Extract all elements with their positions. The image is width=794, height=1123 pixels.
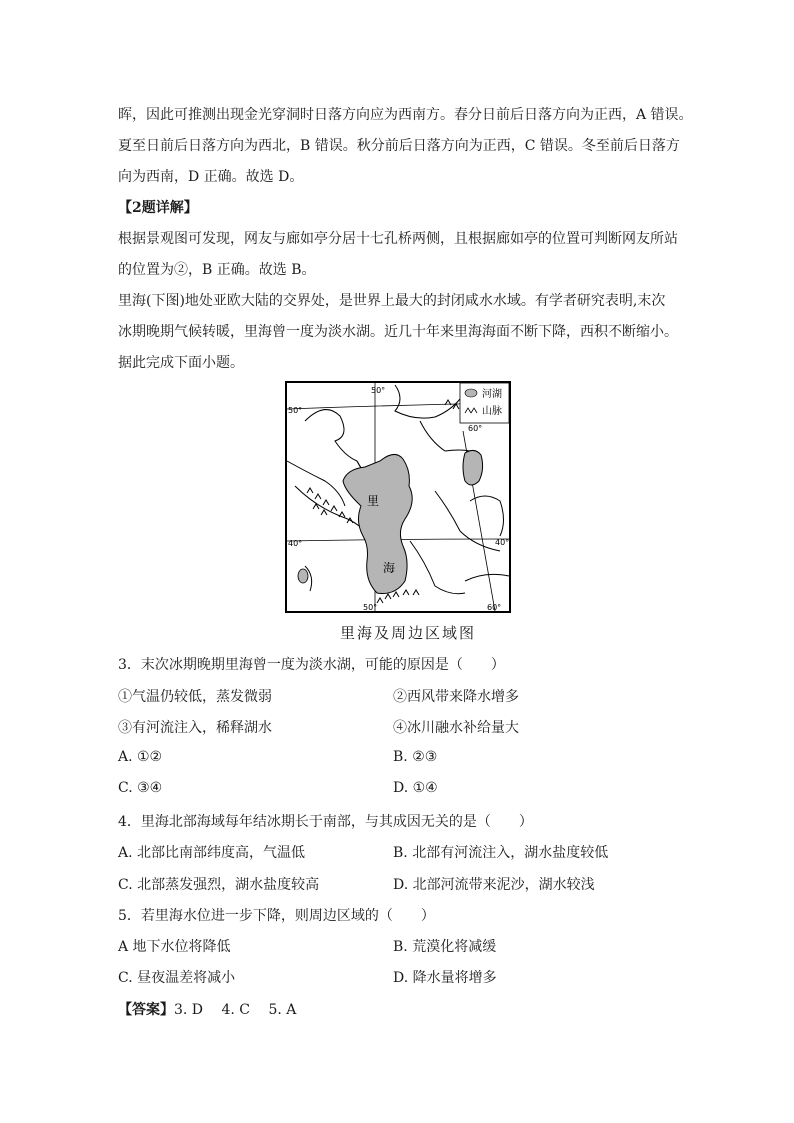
q4-option-d: D. 北部河流带来泥沙，湖水较浅 xyxy=(393,877,595,893)
legend-lake-label: 河湖 xyxy=(482,389,502,400)
q3-option-a: A. ①② xyxy=(118,749,163,765)
q5-option-b: B. 荒漠化将减缓 xyxy=(393,939,497,955)
prev-explanation-line-2: 夏至日前后日落方向为西北，B 错误。秋分前后日落方向为正西，C 错误。冬至前后日落方 xyxy=(118,138,680,154)
lat-40-right-label: 40° xyxy=(495,538,510,547)
q4-stem: 4．里海北部海域每年结冰期长于南部，与其成因无关的是（ ） xyxy=(118,814,533,830)
q3-statement-2: ②西风带来降水增多 xyxy=(393,689,519,705)
lat-40-left-label: 40° xyxy=(288,539,303,548)
q3-option-b: B. ②③ xyxy=(393,749,438,765)
q2-detail-line-1: 根据景观图可发现，网友与廊如亭分居十七孔桥两侧，且根据廊如亭的位置可判断网友所站 xyxy=(118,231,678,247)
answer-line xyxy=(118,999,296,1019)
q3-statement-4: ④冰川融水补给量大 xyxy=(393,720,519,736)
q3-option-c: C. ③④ xyxy=(118,780,163,796)
q4-option-a: A. 北部比南部纬度高，气温低 xyxy=(118,845,306,861)
q3-statement-3: ③有河流注入，稀释湖水 xyxy=(118,720,272,736)
lat-50-left-label: 50° xyxy=(288,406,303,415)
caspian-sea-map xyxy=(285,381,511,613)
q3-option-d: D. ①④ xyxy=(393,780,438,796)
q5-option-a: A 地下水位将降低 xyxy=(118,939,231,955)
q3-stem: 3．末次冰期晚期里海曾一度为淡水湖，可能的原因是（ ） xyxy=(118,657,505,673)
answer-label: 【答案】 xyxy=(118,1002,174,1018)
lon-50-bottom-label: 50° xyxy=(363,603,378,612)
intro-line-3: 据此完成下面小题。 xyxy=(118,355,244,371)
answer-text: 3. D 4. C 5. A xyxy=(174,1002,297,1018)
sea-label-li: 里 xyxy=(367,494,380,508)
q2-detail-line-2: 的位置为②，B 正确。故选 B。 xyxy=(118,262,316,278)
q5-option-c: C. 昼夜温差将减小 xyxy=(118,970,236,986)
prev-explanation-line-3: 向为西南，D 正确。故选 D。 xyxy=(118,169,304,185)
prev-explanation-line-1: 晖，因此可推测出现金光穿洞时日落方向应为西南方。春分日前后日落方向为正西，A 错误。 xyxy=(118,107,693,123)
sea-label-hai: 海 xyxy=(383,561,396,575)
q2-detail-heading: 【2题详解】 xyxy=(118,200,198,216)
intro-line-1: 里海(下图)地处亚欧大陆的交界处，是世界上最大的封闭咸水水域。有学者研究表明,末次 xyxy=(118,293,666,309)
q4-option-b: B. 北部有河流注入，湖水盐度较低 xyxy=(393,845,609,861)
q5-option-d: D. 降水量将增多 xyxy=(393,970,497,986)
lon-50-top-label: 50° xyxy=(371,386,386,395)
map-caption: 里海及周边区域图 xyxy=(340,624,477,642)
q3-statement-1: ①气温仍较低，蒸发微弱 xyxy=(118,689,272,705)
q5-stem: 5．若里海水位进一步下降，则周边区域的（ ） xyxy=(118,908,435,924)
legend-mountain-label: 山脉 xyxy=(482,406,502,417)
q4-option-c: C. 北部蒸发强烈，湖水盐度较高 xyxy=(118,877,320,893)
intro-line-2: 冰期晚期气候转暖，里海曾一度为淡水湖。近几十年来里海海面不断下降，西积不断缩小。 xyxy=(118,324,678,340)
lon-60-bottom-label: 60° xyxy=(487,603,502,612)
lon-60-right-label: 60° xyxy=(468,424,483,433)
